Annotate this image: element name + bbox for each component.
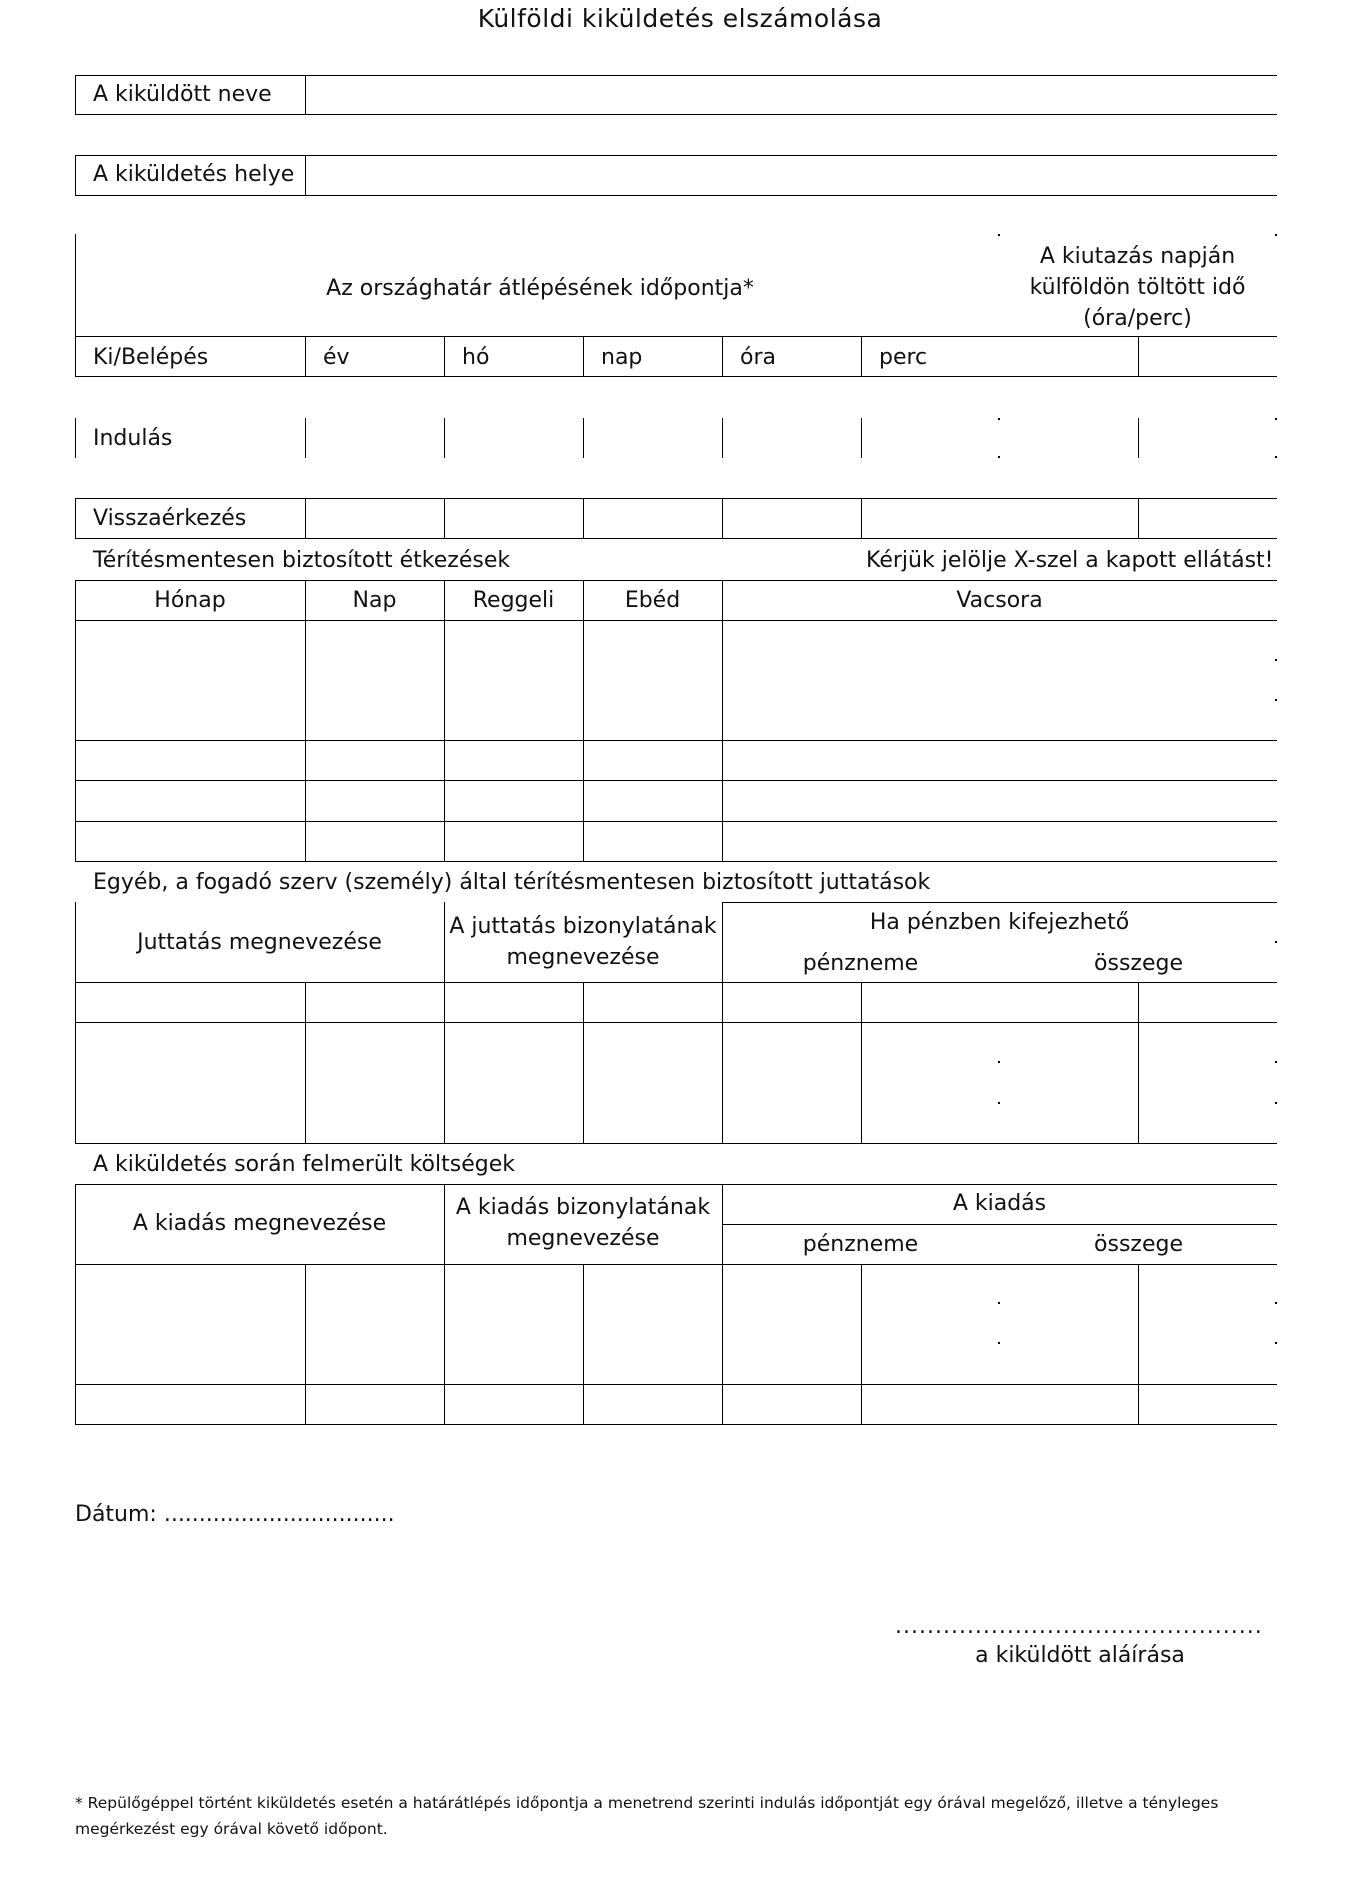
cost-currency-header: pénzneme [802,1232,919,1257]
cost-amount-header: összege [1094,1232,1183,1257]
crossing-time-header: Az országhatár átlépésének időpontja* [326,276,754,301]
date-field[interactable]: Dátum: ................................. [75,1502,395,1527]
cost-doc-header-line-1: A kiadás bizonylatának [455,1195,711,1220]
cost-name-header: A kiadás megnevezése [132,1211,387,1236]
benefit-amount-header: összege [1094,951,1183,976]
cost-doc-header-line-2: megnevezése [506,1226,660,1251]
col-year: év [323,345,350,370]
meals-instruction: Kérjük jelölje X-szel a kapott ellátást! [866,548,1274,573]
form-title: Külföldi kiküldetés elszámolása [477,4,883,33]
meals-col-day: Nap [352,588,397,613]
benefits-heading: Egyéb, a fogadó szerv (személy) által térítésmentesen biztosított juttatások [93,870,931,895]
benefit-doc-header-line-1: A juttatás bizonylatának [449,914,717,939]
meals-col-lunch: Ebéd [624,588,681,613]
benefit-name-header: Juttatás megnevezése [137,930,382,955]
meals-col-month: Hónap [154,588,226,613]
col-minute: perc [879,345,928,370]
col-hour: óra [740,345,776,370]
return-label: Visszaérkezés [93,506,247,531]
meals-col-breakfast: Reggeli [472,588,555,613]
col-month: hó [462,345,490,370]
cost-money-header: A kiadás [952,1191,1047,1216]
abroad-time-header-line-2: külföldön töltött idő [1029,275,1246,300]
benefit-money-header: Ha pénzben kifejezhető [869,910,1130,935]
signature-line[interactable]: .............................................. [895,1614,1263,1639]
footnote: * Repülőgéppel történt kiküldetés esetén a határátlépés időpontja a menetrend szerinti indulás időpontját egy órával megelőző, illetve a tényleges megérkezést egy órával követő időpont. [75,1794,1219,1838]
abroad-time-header-line-3: (óra/perc) [1083,306,1192,331]
place-label: A kiküldetés helye [93,162,295,187]
meals-heading: Térítésmentesen biztosított étkezések [93,548,511,573]
name-label: A kiküldött neve [93,82,272,107]
costs-heading: A kiküldetés során felmerült költségek [93,1152,515,1177]
col-entry-exit: Ki/Belépés [93,345,209,370]
abroad-time-header-line-1: A kiutazás napján [1039,244,1236,269]
benefit-doc-header-line-2: megnevezése [506,945,660,970]
meals-col-dinner: Vacsora [956,588,1043,613]
departure-label: Indulás [93,426,173,451]
benefit-currency-header: pénzneme [802,951,919,976]
signature-label: a kiküldött aláírása [975,1643,1185,1668]
col-day: nap [601,345,643,370]
